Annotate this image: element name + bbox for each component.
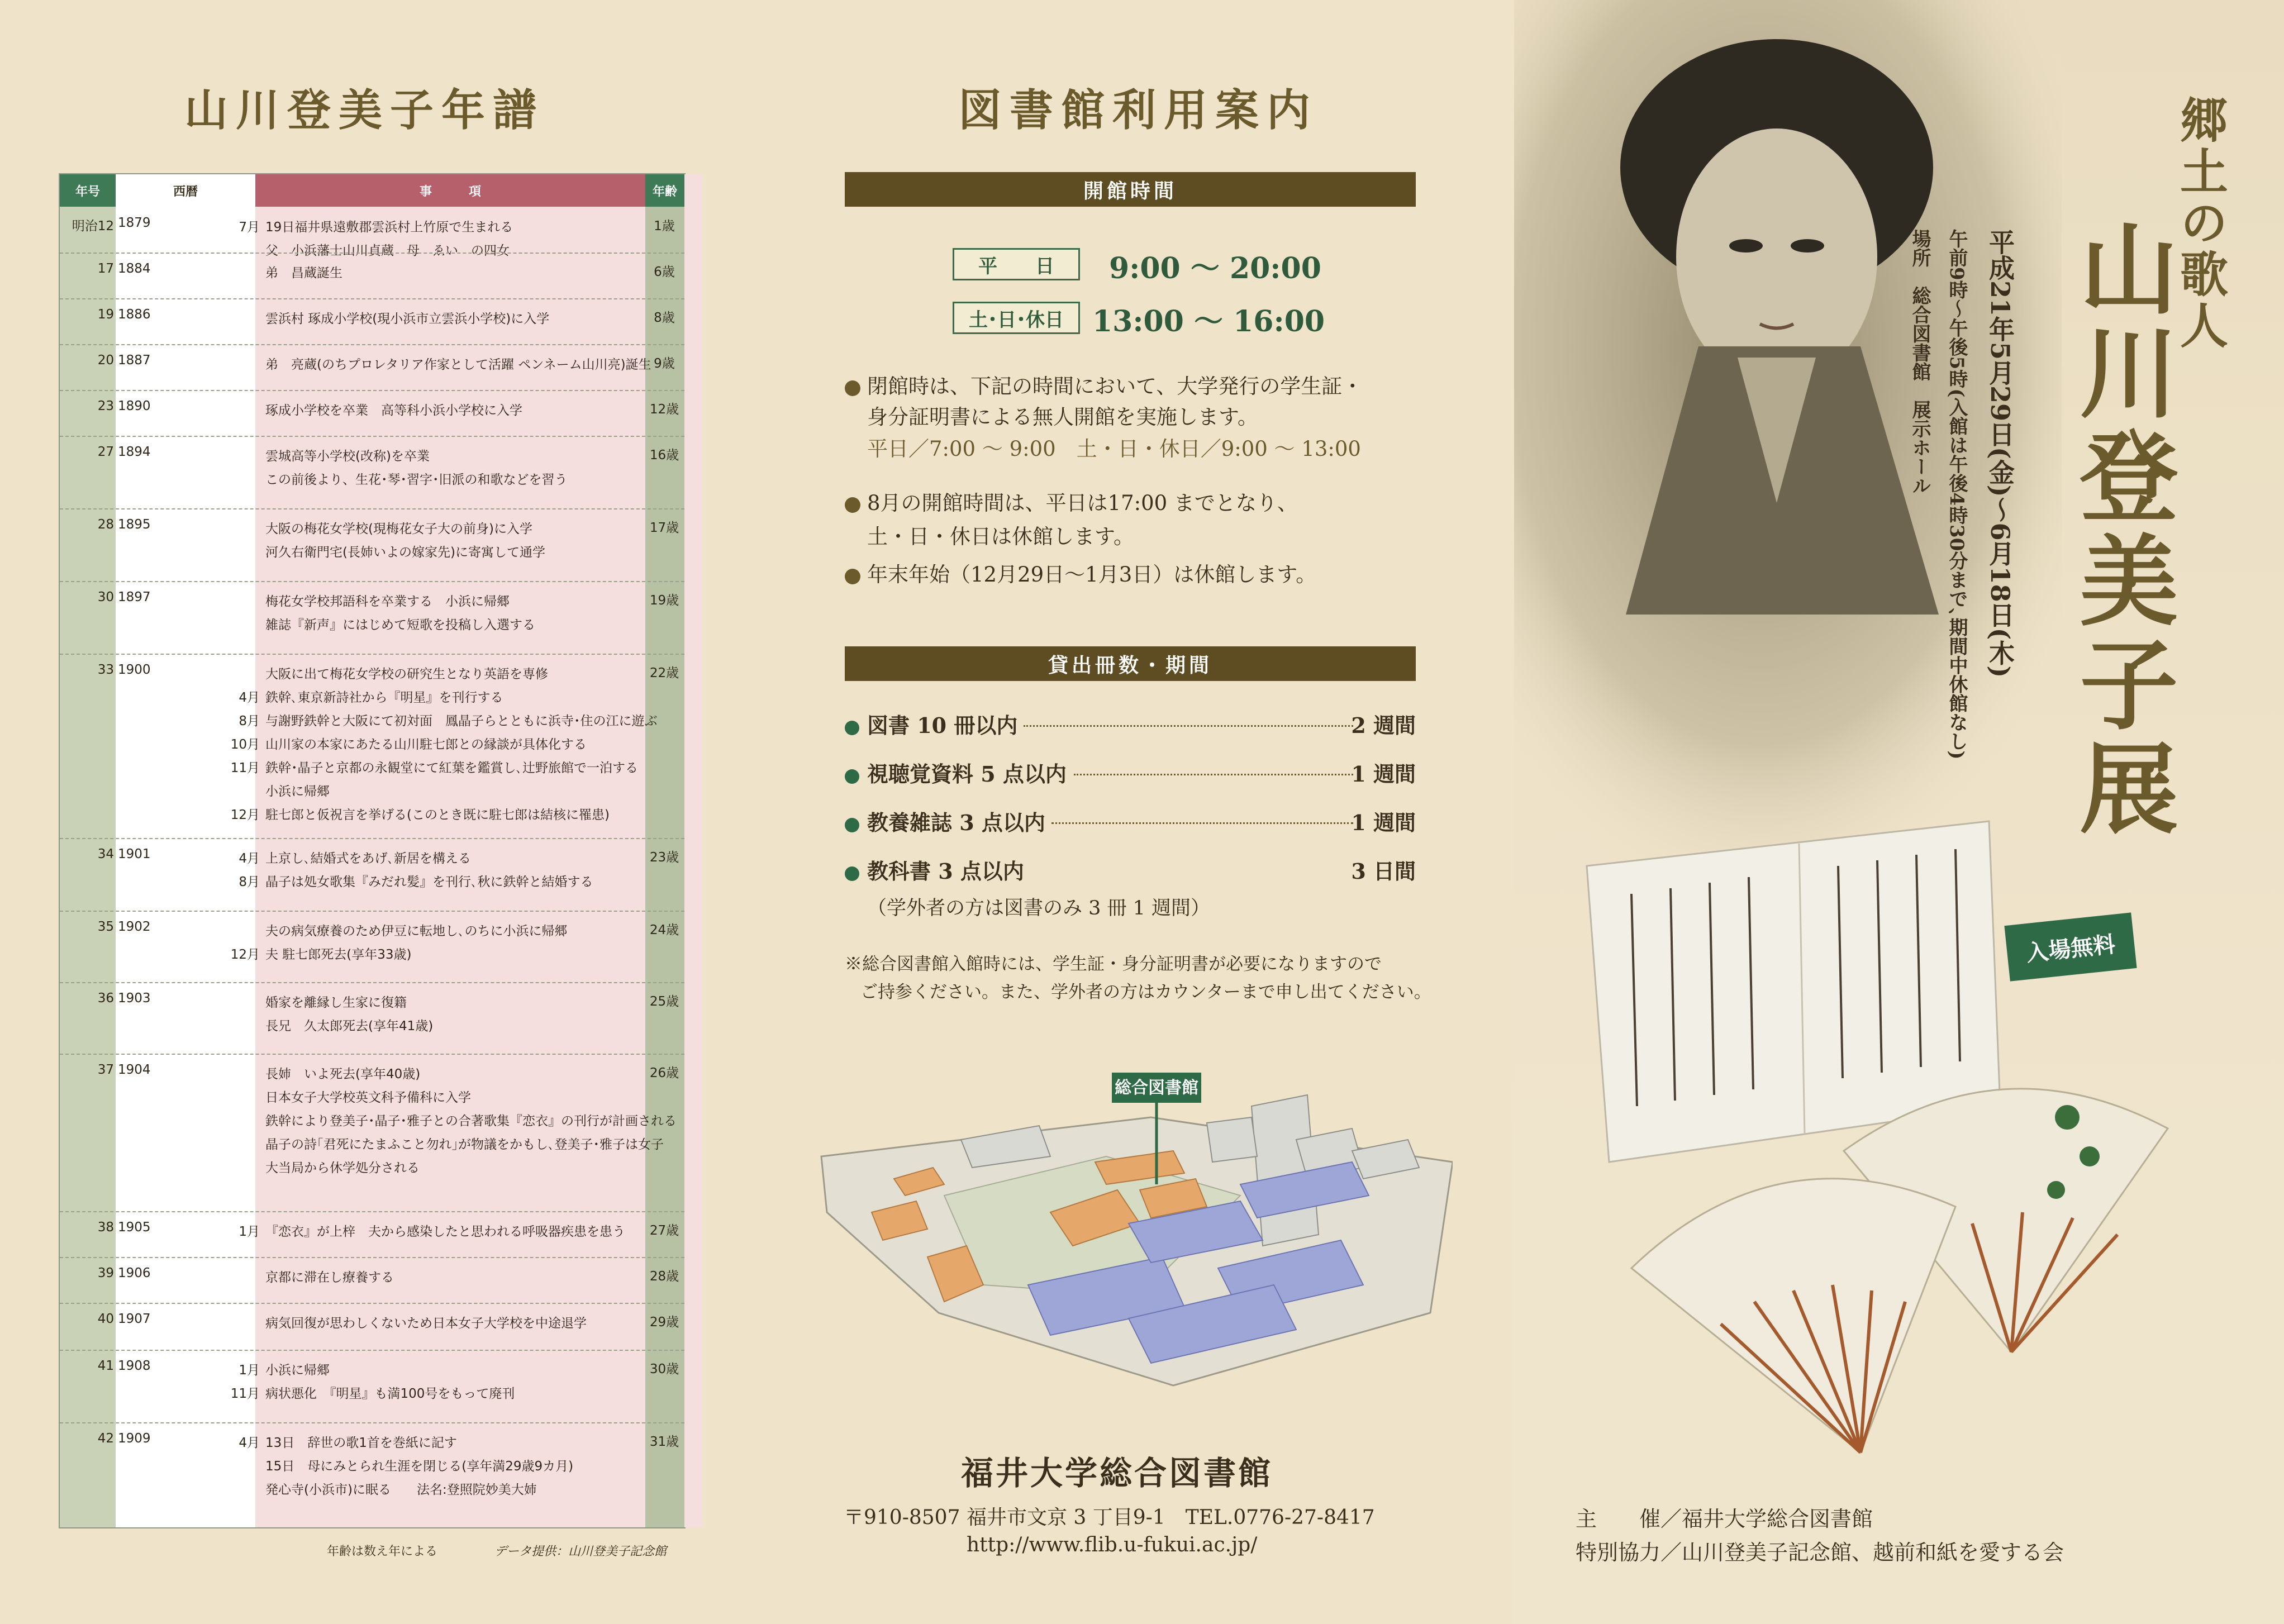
- chronology-table: [59, 173, 686, 1528]
- event-line: [239, 1431, 707, 1455]
- era-cell: 19: [97, 307, 114, 322]
- year-cell: 1907: [118, 1312, 151, 1326]
- era-cell: 42: [97, 1431, 114, 1446]
- event-text: 山川家の本家にあたる山川駐七郎との縁談が具体化する: [265, 737, 587, 752]
- note-5: 土・日・休日は休館します。: [867, 525, 1135, 549]
- event-text: 長兄 久太郎死去(享年41歳): [265, 1019, 434, 1034]
- event-text: 弟 亮蔵(のちプロレタリア作家として活躍 ペンネーム山川亮)誕生: [265, 358, 651, 372]
- event-text: 大阪の梅花女学校(現梅花女子大の前身)に入学: [265, 522, 532, 536]
- year-cell: 1890: [118, 399, 151, 413]
- era-cell: 36: [97, 991, 114, 1006]
- loan-row-av: 視聴覚資料 5 点以内 1 週間: [845, 757, 1416, 790]
- library-name: 福井大学総合図書館: [961, 1454, 1273, 1492]
- event-text: 夫の病気療養のため伊豆に転地し､のちに小浜に帰郷: [265, 924, 568, 939]
- weekday-time: 9:00 〜 20:00: [1109, 251, 1321, 285]
- event-text: 鉄幹により登美子･晶子･雅子との合著歌集『恋衣』の刊行が計画される: [265, 1114, 677, 1128]
- event-line: [265, 920, 707, 943]
- event-text: この前後より、生花･琴･習字･旧派の和歌などを習う: [265, 473, 568, 487]
- year-cell: 1901: [118, 847, 151, 861]
- event-cell: [230, 1359, 707, 1406]
- year-cell: 1895: [118, 517, 151, 532]
- exhibition-title: 山川登美子展: [2063, 218, 2179, 841]
- weekend-label: 土･日･休日: [953, 302, 1080, 334]
- timeline-row: [60, 982, 684, 1055]
- event-cell: [265, 399, 707, 422]
- library-guide-title: 図書館利用案内: [958, 85, 1319, 136]
- event-cell: [265, 517, 707, 564]
- event-line: [265, 1266, 707, 1289]
- event-line: [265, 1312, 707, 1335]
- timeline-row: [60, 298, 684, 345]
- event-line: [230, 943, 707, 966]
- year-cell: 1886: [118, 307, 151, 322]
- era-cell: 17: [97, 261, 114, 276]
- event-line: [265, 1109, 707, 1133]
- event-text: 晶子の詩｢君死にたまふこと勿れ｣が物議をかもし､登美子･雅子は女子: [265, 1137, 664, 1152]
- event-text: 梅花女学校邦語科を卒業する 小浜に帰郷: [265, 594, 510, 609]
- timeline-row: [60, 581, 684, 655]
- exhibition-subtitle: 郷土の歌人: [2172, 95, 2228, 352]
- note-1: 閉館時は、下記の時間において、大学発行の学生証・: [845, 370, 1363, 403]
- event-line: [265, 780, 707, 803]
- loan-bar: 貸出冊数・期間: [845, 646, 1416, 681]
- event-line: [265, 1063, 707, 1086]
- event-cell: [239, 1431, 707, 1502]
- era-cell: 20: [97, 353, 114, 368]
- header-era: 年号: [60, 174, 116, 207]
- event-line: [239, 870, 707, 894]
- month-cell: 10月: [230, 737, 260, 752]
- chronology-title: 山川登美子年譜: [184, 85, 545, 136]
- event-text: 琢成小学校を卒業 高等科小浜小学校に入学: [265, 403, 522, 418]
- age-cell: 30歳: [649, 1362, 679, 1377]
- month-cell: 4月: [239, 690, 260, 705]
- timeline-row: [60, 1422, 684, 1513]
- event-text: 大当局から休学処分される: [265, 1161, 420, 1175]
- timeline-row: [60, 1211, 684, 1258]
- event-text: 与謝野鉄幹と大阪にて初対面 鳳晶子らとともに浜寺･住の江に遊ぶ: [265, 714, 658, 728]
- age-cell: 19歳: [649, 593, 679, 608]
- era-cell: 35: [97, 920, 114, 934]
- note-3: 平日／7:00 〜 9:00 土・日・休日／9:00 〜 13:00: [867, 437, 1361, 461]
- month-cell: 1月: [239, 1363, 260, 1378]
- timeline-row: [60, 1303, 684, 1351]
- era-cell: 33: [97, 663, 114, 677]
- event-line: [230, 733, 707, 756]
- year-cell: 1906: [118, 1266, 151, 1280]
- era-cell: 38: [97, 1220, 114, 1235]
- era-cell: 34: [97, 847, 114, 861]
- month-cell: 11月: [230, 1387, 260, 1401]
- note-2: 身分証明書による無人開館を実施します。: [867, 405, 1259, 429]
- loan-note: （学外者の方は図書のみ 3 冊 1 週間）: [867, 897, 1211, 920]
- event-line: [265, 613, 707, 637]
- event-line: [239, 216, 707, 239]
- timeline-row: [60, 838, 684, 912]
- library-url: http://www.flib.u-fukui.ac.jp/: [967, 1533, 1258, 1556]
- exhibition-venue: 場所 総合図書館 展示ホール: [1909, 229, 1931, 495]
- event-cell: [265, 307, 707, 331]
- month-cell: 12月: [230, 808, 260, 822]
- event-line: [265, 991, 707, 1015]
- event-text: 父 小浜藩士山川貞蔵 母 ゑい の四女: [265, 244, 510, 258]
- event-cell: [265, 1312, 707, 1335]
- timeline-row: [60, 654, 684, 839]
- weekend-time: 13:00 〜 16:00: [1092, 304, 1325, 339]
- event-text: 発心寺(小浜市)に眠る 法名:登照院妙美大姉: [265, 1483, 537, 1497]
- event-line: [265, 663, 707, 686]
- hours-bar: 開館時間: [845, 172, 1416, 207]
- timeline-row: [60, 436, 684, 509]
- footnote-age: 年齢は数え年による: [327, 1545, 438, 1559]
- organizer: 主 催／福井大学総合図書館: [1576, 1507, 1873, 1531]
- event-line: [230, 1382, 707, 1406]
- event-text: 13日 辞世の歌1首を巻紙に記す: [265, 1436, 457, 1450]
- year-cell: 1894: [118, 445, 151, 459]
- age-cell: 25歳: [649, 994, 679, 1009]
- era-cell: 40: [97, 1312, 114, 1326]
- event-line: [265, 261, 707, 285]
- event-cell: [265, 590, 707, 637]
- event-cell: [265, 1063, 707, 1180]
- event-line: [265, 1455, 707, 1478]
- event-line: [239, 1220, 707, 1244]
- age-cell: 27歳: [649, 1223, 679, 1238]
- era-cell: 41: [97, 1359, 114, 1373]
- event-text: 雲浜村 琢成小学校(現小浜市立雲浜小学校)に入学: [265, 312, 550, 326]
- age-cell: 29歳: [649, 1315, 679, 1330]
- event-cell: [239, 1220, 707, 1244]
- year-cell: 1903: [118, 991, 151, 1006]
- month-cell: 8月: [239, 875, 260, 889]
- exhibition-date: 平成21年5月29日(金)〜6月18日(木): [1985, 229, 2015, 678]
- era-cell: 27: [97, 445, 114, 459]
- age-cell: 9歳: [654, 356, 675, 371]
- chronology-panel: [0, 0, 737, 1624]
- era-cell: 28: [97, 517, 114, 532]
- event-cell: [265, 445, 707, 492]
- year-cell: 1887: [118, 353, 151, 368]
- age-cell: 24歳: [649, 923, 679, 937]
- age-cell: 31歳: [649, 1435, 679, 1449]
- event-text: 京都に滞在し療養する: [265, 1270, 394, 1285]
- timeline-row: [60, 508, 684, 582]
- event-text: 晶子は処女歌集『みだれ髪』を刊行､秋に鉄幹と結婚する: [265, 875, 593, 889]
- exhibition-time: 午前9時〜午後5時(入館は午後4時30分まで､期間中休館なし): [1945, 229, 1968, 760]
- event-cell: [265, 353, 707, 377]
- year-cell: 1904: [118, 1063, 151, 1077]
- header-age: 年齢: [645, 174, 684, 207]
- month-cell: 1月: [239, 1225, 260, 1239]
- event-text: 夫 駐七郎死去(享年33歳): [265, 947, 412, 962]
- timeline-row: [60, 911, 684, 983]
- event-text: 婚家を離縁し生家に復籍: [265, 996, 407, 1010]
- note-4: 8月の開館時間は、平日は17:00 までとなり、: [845, 487, 1298, 520]
- event-line: [239, 847, 707, 870]
- event-line: [265, 1086, 707, 1109]
- event-text: 駐七郎と仮祝言を挙げる(このとき既に駐七郎は結核に罹患): [265, 808, 610, 822]
- event-cell: [265, 1266, 707, 1289]
- header-event: 事 項: [255, 174, 645, 207]
- event-line: [265, 590, 707, 613]
- event-line: [265, 399, 707, 422]
- header-year: 西暦: [116, 174, 255, 207]
- weekday-label: 平 日: [953, 248, 1080, 280]
- age-cell: 16歳: [649, 448, 679, 463]
- event-line: [265, 445, 707, 468]
- timeline-row: [60, 1350, 684, 1423]
- event-line: [265, 307, 707, 331]
- year-cell: 1884: [118, 261, 151, 276]
- event-text: 日本女子大学校英文科予備科に入学: [265, 1090, 471, 1105]
- month-cell: 8月: [239, 714, 260, 728]
- event-line: [265, 1156, 707, 1180]
- age-cell: 17歳: [649, 521, 679, 535]
- age-cell: 1歳: [654, 219, 675, 234]
- era-cell: 39: [97, 1266, 114, 1280]
- loan-row-books: 図書 10 冊以内 2 週間: [845, 708, 1416, 742]
- note-6: 年末年始（12月29日〜1月3日）は休館します。: [845, 559, 1316, 591]
- year-cell: 1905: [118, 1220, 151, 1235]
- timeline-row: [60, 253, 684, 299]
- event-line: [265, 1133, 707, 1156]
- cooperation: 特別協力／山川登美子記念館、越前和紙を愛する会: [1576, 1540, 2064, 1565]
- timeline-row: [60, 390, 684, 437]
- event-line: [265, 541, 707, 564]
- age-cell: 22歳: [649, 666, 679, 680]
- footnote-source: データ提供：山川登美子記念館: [494, 1545, 667, 1559]
- event-text: 大阪に出て梅花女学校の研究生となり英語を専修: [265, 667, 548, 682]
- entry-note-1: ※総合図書館入館時には、学生証・身分証明書が必要になりますので: [845, 954, 1382, 974]
- event-cell: [230, 663, 707, 827]
- event-cell: [239, 847, 707, 894]
- age-cell: 28歳: [649, 1269, 679, 1284]
- event-text: 病気回復が思わしくないため日本女子大学校を中途退学: [265, 1316, 587, 1331]
- portrait-photo: [1514, 0, 2062, 871]
- event-text: 雲城高等小学校(改称)を卒業: [265, 449, 430, 464]
- event-text: 弟 昌蔵誕生: [265, 266, 342, 280]
- event-line: [239, 1359, 707, 1382]
- campus-map: [816, 1073, 1453, 1430]
- fans-image: [1609, 1061, 2280, 1508]
- event-text: 長姉 いよ死去(享年40歳): [265, 1067, 421, 1082]
- age-cell: 6歳: [654, 265, 675, 279]
- loan-row-magazines: 教養雑誌 3 点以内 1 週間: [845, 806, 1416, 839]
- event-line: [265, 468, 707, 492]
- event-text: 15日 母にみとられ生涯を閉じる(享年満29歳9カ月): [265, 1459, 574, 1474]
- map-library-label: 総合図書館: [1115, 1078, 1198, 1098]
- event-cell: [230, 920, 707, 966]
- free-admission-badge: 入場無料: [2004, 912, 2137, 981]
- age-cell: 12歳: [649, 402, 679, 417]
- year-cell: 1897: [118, 590, 151, 604]
- month-cell: 11月: [230, 761, 260, 775]
- event-line: [265, 1478, 707, 1502]
- event-text: 河久右衛門宅(長姉いよの嫁家先)に寄寓して通学: [265, 545, 545, 560]
- age-cell: 8歳: [654, 311, 675, 325]
- month-cell: 4月: [239, 851, 260, 866]
- timeline-row: [60, 1257, 684, 1304]
- exhibition-panel: [1514, 0, 2284, 1624]
- year-cell: 1879: [118, 216, 151, 230]
- era-cell: 30: [97, 590, 114, 604]
- event-text: 小浜に帰郷: [265, 784, 330, 799]
- timeline-row: [60, 1054, 684, 1212]
- month-cell: 12月: [230, 947, 260, 962]
- loan-row-textbooks: 教科書 3 点以内 3 日間: [845, 854, 1416, 888]
- timeline-row: [60, 208, 684, 258]
- event-text: 上京し､結婚式をあげ､新居を構える: [265, 851, 471, 866]
- event-text: 小浜に帰郷: [265, 1363, 330, 1378]
- era-cell: 37: [97, 1063, 114, 1077]
- event-line: [265, 517, 707, 541]
- year-cell: 1900: [118, 663, 151, 677]
- event-line: [239, 686, 707, 709]
- year-cell: 1902: [118, 920, 151, 934]
- month-cell: 7月: [239, 220, 260, 235]
- timeline-row: [60, 344, 684, 391]
- era-cell: 明治12: [72, 219, 114, 234]
- year-cell: 1908: [118, 1359, 151, 1373]
- event-line: [230, 756, 707, 780]
- event-cell: [265, 991, 707, 1038]
- event-line: [239, 709, 707, 733]
- age-cell: 26歳: [649, 1066, 679, 1080]
- event-text: 『恋衣』が上梓 夫から感染したと思われる呼吸器疾患を患う: [265, 1225, 625, 1239]
- era-cell: 23: [97, 399, 114, 413]
- event-line: [265, 1015, 707, 1038]
- library-address: 〒910-8507 福井市文京 3 丁目9-1 TEL.0776-27-8417: [844, 1506, 1375, 1529]
- event-line: [265, 353, 707, 377]
- event-cell: [265, 261, 707, 285]
- entry-note-2: ご持参ください。また、学外者の方はカウンターまで申し出てください。: [860, 982, 1431, 1002]
- year-cell: 1909: [118, 1431, 151, 1446]
- event-text: 病状悪化 『明星』も満100号をもって廃刊: [265, 1387, 515, 1401]
- event-text: 鉄幹､東京新詩社から『明星』を刊行する: [265, 690, 503, 705]
- age-cell: 23歳: [649, 850, 679, 865]
- event-text: 鉄幹･晶子と京都の永観堂にて紅葉を鑑賞し､辻野旅館で一泊する: [265, 761, 638, 775]
- event-text: 19日福井県遠敷郡雲浜村上竹原で生まれる: [265, 220, 513, 235]
- event-line: [230, 803, 707, 827]
- event-text: 雑誌『新声』にはじめて短歌を投稿し入選する: [265, 618, 535, 632]
- month-cell: 4月: [239, 1436, 260, 1450]
